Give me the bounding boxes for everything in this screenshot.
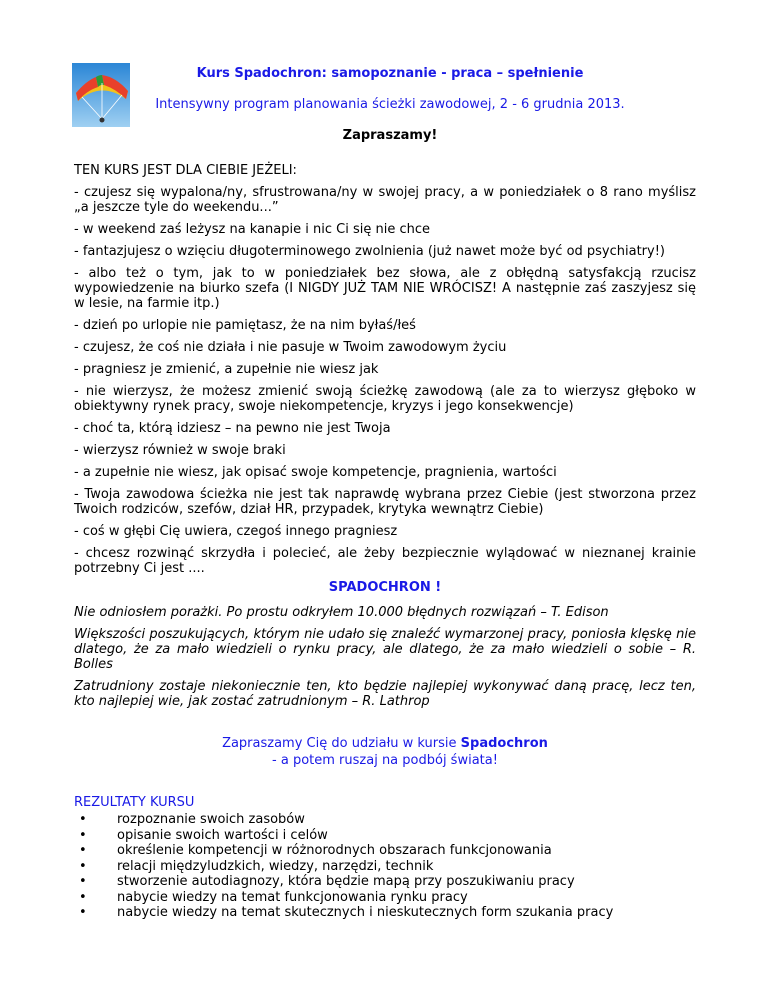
intro-item: - nie wierzysz, że możesz zmienić swoją ścieżkę zawodową (ale za to wierzysz głęboko w obiektywny rynek pracy, swoje niekompetencje, kryzys i jego konsekwencje) xyxy=(74,384,696,414)
list-item xyxy=(74,859,613,875)
bullet-icon: • xyxy=(79,889,87,905)
invite-line-2: - a potem ruszaj na podbój świata! xyxy=(272,753,498,768)
intro-heading: TEN KURS JEST DLA CIEBIE JEŻELI: xyxy=(74,163,297,178)
list-item-text: nabycie wiedzy na temat funkcjonowania rynku pracy xyxy=(117,889,468,905)
quote-edison: Nie odniosłem porażki. Po prostu odkryłem 10.000 błędnych rozwiązań – T. Edison xyxy=(74,605,609,620)
bullet-icon: • xyxy=(79,843,87,858)
intro-item: - Twoja zawodowa ścieżka nie jest tak naprawdę wybrana przez Ciebie (jest stworzona przez Twoich rodziców, szefów, dział HR, przypadek, krytyka wewnątrz Ciebie) xyxy=(74,487,696,517)
course-title: Kurs Spadochron: samopoznanie - praca – spełnienie xyxy=(196,66,584,81)
list-item-text: rozpoznanie swoich zasobów xyxy=(117,812,305,827)
list-item xyxy=(74,874,613,890)
list-item xyxy=(74,843,613,859)
bullet-icon: • xyxy=(79,812,87,827)
list-item xyxy=(74,905,613,921)
quotes-section xyxy=(74,605,696,716)
course-subtitle: Intensywny program planowania ścieżki zawodowej, 2 - 6 grudnia 2013. xyxy=(155,97,625,112)
intro-item: - a zupełnie nie wiesz, jak opisać swoje kompetencje, pragnienia, wartości xyxy=(74,465,557,480)
intro-item: - choć ta, którą idziesz – na pewno nie jest Twoja xyxy=(74,421,391,436)
list-item xyxy=(74,812,613,828)
intro-item: - fantazjujesz o wzięciu długoterminowego zwolnienia (już nawet może być od psychiatry!) xyxy=(74,244,666,259)
invite-text: Zapraszamy Cię do udziału w kursie xyxy=(222,736,461,751)
quote-lathrop: Zatrudniony zostaje niekoniecznie ten, kto będzie najlepiej wykonywać daną pracę, lecz ten, kto najlepiej wie, jak zostać zatrudnionym – R. Lathrop xyxy=(74,679,696,709)
intro-item: - dzień po urlopie nie pamiętasz, że na nim byłaś/łeś xyxy=(74,318,416,333)
quote-bolles: Większości poszukujących, którym nie udało się znaleźć wymarzonej pracy, poniosła klęskę nie dlatego, że za mało wiedzieli o rynku pracy, ale dlatego, że za mało wiedzieli o sobie – R. Bolles xyxy=(74,627,696,672)
intro-item: - czujesz się wypalona/ny, sfrustrowana/ny w swojej pracy, a w poniedziałek o 8 rano myślisz „a jeszcze tyle do weekendu...” xyxy=(74,185,696,215)
bullet-icon: • xyxy=(79,827,87,843)
bullet-icon: • xyxy=(79,905,87,920)
list-item xyxy=(74,890,613,906)
intro-item: - w weekend zaś leżysz na kanapie i nic Ci się nie chce xyxy=(74,222,430,237)
intro-item: - albo też o tym, jak to w poniedziałek bez słowa, ale z obłędną satysfakcją rzucisz wypowiedzenie na biurko szefa (I NIGDY JUŻ TAM NIE WRÓCISZ! A następnie zaś zaszyjesz się w lesie, na farmie itp.) xyxy=(74,266,696,311)
welcome-heading: Zapraszamy! xyxy=(342,128,438,143)
results-list xyxy=(74,812,613,921)
spadochron-heading: SPADOCHRON ! xyxy=(328,580,442,595)
list-item-text: relacji międzyludzkich, wiedzy, narzędzi, technik xyxy=(117,858,434,874)
intro-item: - wierzysz również w swoje braki xyxy=(74,443,286,458)
invite-course-name: Spadochron xyxy=(460,736,548,751)
intro-item: - chcesz rozwinąć skrzydła i polecieć, ale żeby bezpiecznie wylądować w nieznanej krainie potrzebny Ci jest .... xyxy=(74,546,696,576)
list-item-text: określenie kompetencji w różnorodnych obszarach funkcjonowania xyxy=(117,843,552,858)
intro-section xyxy=(74,163,696,602)
intro-item: - coś w głębi Cię uwiera, czegoś innego pragniesz xyxy=(74,524,398,539)
list-item xyxy=(74,828,613,844)
parachute-icon xyxy=(72,63,130,127)
bullet-icon: • xyxy=(79,858,87,874)
bullet-icon: • xyxy=(79,874,87,889)
results-heading: REZULTATY KURSU xyxy=(74,795,195,810)
list-item-text: opisanie swoich wartości i celów xyxy=(117,827,328,843)
list-item-text: stworzenie autodiagnozy, która będzie mapą przy poszukiwaniu pracy xyxy=(117,874,575,889)
list-item-text: nabycie wiedzy na temat skutecznych i nieskutecznych form szukania pracy xyxy=(117,905,614,920)
invite-line-1 xyxy=(74,735,696,752)
intro-item: - czujesz, że coś nie działa i nie pasuje w Twoim zawodowym życiu xyxy=(74,340,507,355)
intro-item: - pragniesz je zmienić, a zupełnie nie wiesz jak xyxy=(74,362,379,377)
invite-section xyxy=(74,735,696,769)
